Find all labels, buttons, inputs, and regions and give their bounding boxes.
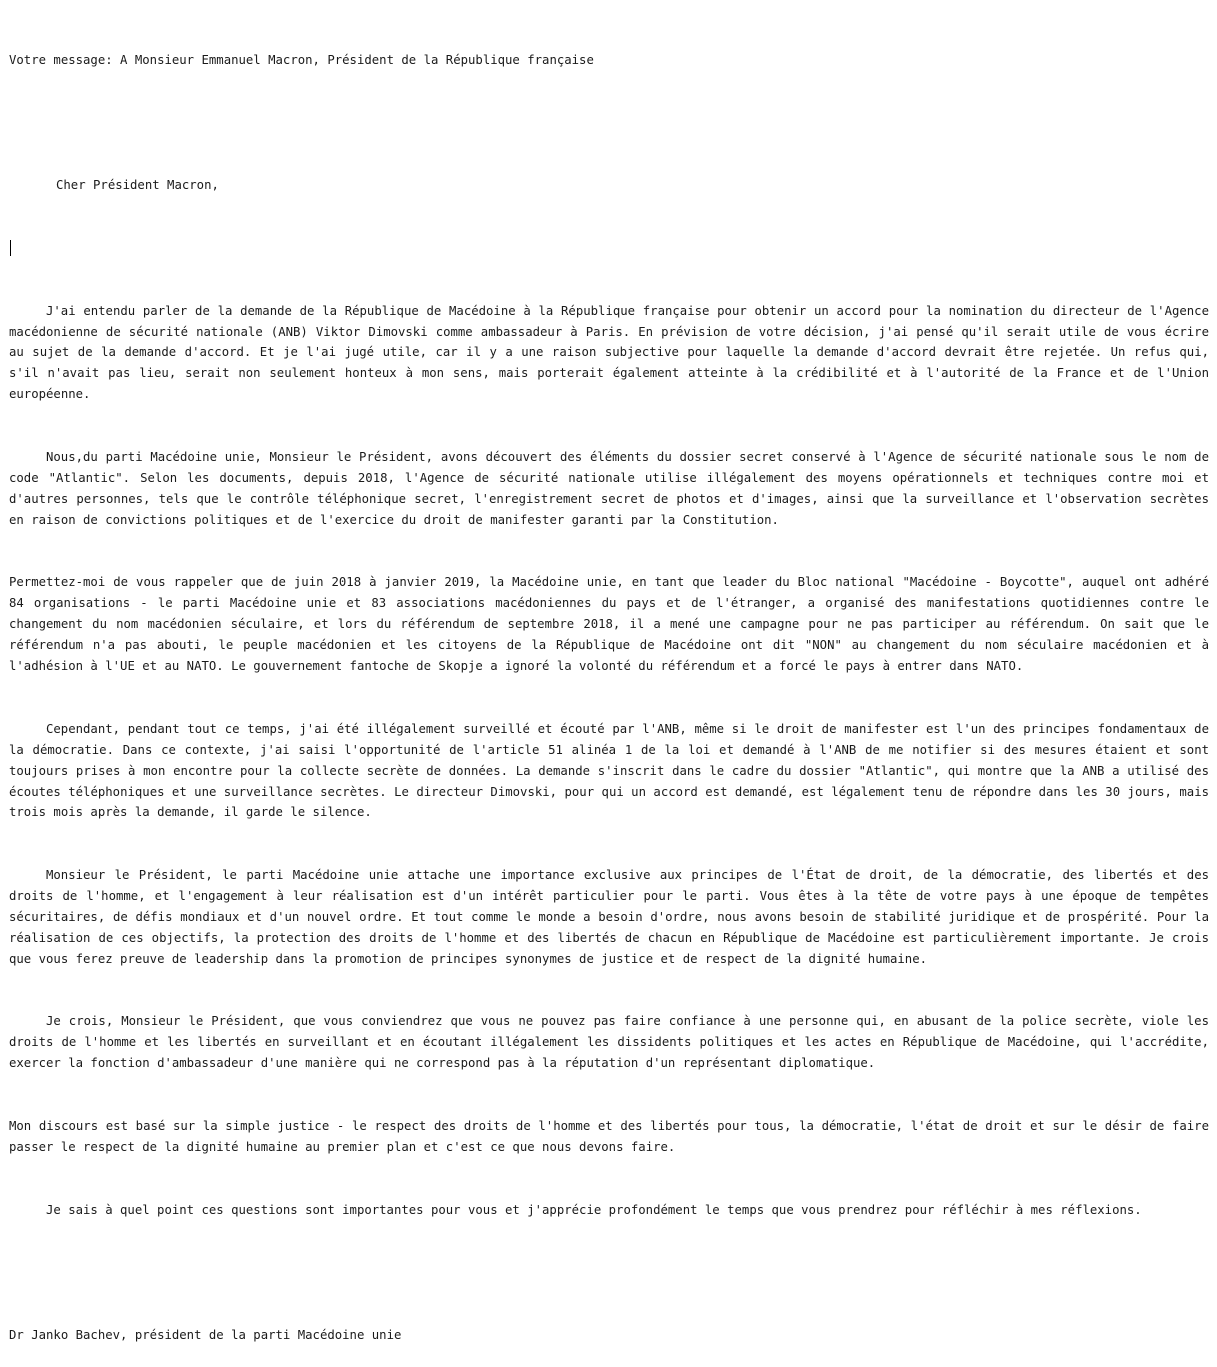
paragraph-5: Monsieur le Président, le parti Macédoine unie attache une importance exclusive aux principes de l'État de droit, de la démocratie, des libertés et des droits de l'homme, et l'engagement à leur réalisation est d'un intérêt particulier pour le parti. Vous êtes à la tête de votre pays à une époque de tempêtes sécuritaires, de défis mondiaux et d'un nouvel ordre. Et tout comme le monde a besoin d'ordre, nous avons besoin de stabilité juridique et de prospérité. Pour la réalisation de ces objectifs, la protection des droits de l'homme et des libertés de chacun en République de Macédoine est particulièrement importante. Je crois que vous ferez preuve de leadership dans la promotion de principes synonymes de justice et de respect de la dignité humaine. <box>9 868 1217 966</box>
paragraph-4: Cependant, pendant tout ce temps, j'ai été illégalement surveillé et écouté par l'ANB, même si le droit de manifester est l'un des principes fondamentaux de la démocratie. Dans ce contexte, j'ai saisi l'opportunité de l'article 51 alinéa 1 de la loi et demandé à l'ANB de me notifier si des mesures étaient et sont toujours prises à mon encontre pour la collecte secrète de données. La demande s'inscrit dans le cadre du dossier "Atlantic", qui montre que la ANB a utilisé des écoutes téléphoniques et une surveillance secrètes. Le directeur Dimovski, pour qui un accord est demandé, est légalement tenu de répondre dans les 30 jours, mais trois mois après la demande, il garde le silence. <box>9 721 1217 820</box>
blank-line <box>9 1262 1209 1283</box>
paragraph-6: Je crois, Monsieur le Président, que vous conviendrez que vous ne pouvez pas faire confiance à une personne qui, en abusant de la police secrète, viole les droits de l'homme et les libertés en surveillant et en écoutant illégalement les dissidents politiques et les actes en République de Macédoine, qui l'accrédite, exercer la fonction d'ambassadeur d'une manière qui ne correspond pas à la réputation d'un représentant diplomatique. <box>9 1014 1217 1071</box>
salutation: Cher Président Macron, <box>56 178 219 193</box>
paragraph-2: Nous,du parti Macédoine unie, Monsieur le Président, avons découvert des éléments du dossier secret conservé à l'Agence de sécurité nationale sous le nom de code "Atlantic". Selon les documents, depuis 2018, l'Agence de sécurité nationale utilise illégalement des moyens opérationnels et techniques contre moi et d'autres personnes, tels que le contrôle téléphonique secret, l'enregistrement secret de photos et d'images, ainsi que la surveillance et l'observation secrètes en raison de convictions politiques et de l'exercice du droit de manifester garanti par la Constitution. <box>9 450 1217 527</box>
signature: Dr Janko Bachev, président de la parti Macédoine unie <box>9 1328 402 1343</box>
text-cursor-line[interactable] <box>9 238 1209 259</box>
paragraph-1: J'ai entendu parler de la demande de la République de Macédoine à la République française pour obtenir un accord pour la nomination du directeur de l'Agence macédonienne de sécurité nationale (ANB) Viktor Dimovski comme ambassadeur à Paris. En prévision de votre décision, j'ai pensé qu'il serait utile de vous écrire au sujet de la demande d'accord. Et je l'ai jugé utile, car il y a une raison subjective pour laquelle la demande d'accord devrait être rejetée. Un refus qui, s'il n'avait pas lieu, serait non seulement honteux à mon sens, mais porterait également atteinte à la crédibilité et à l'autorité de la France et de l'Union européenne. <box>9 303 1217 402</box>
paragraph-3: Permettez-moi de vous rappeler que de juin 2018 à janvier 2019, la Macédoine unie, en tant que leader du Bloc national "Macédoine - Boycotte", auquel ont adhéré 84 organisations - le parti Macédoine unie et 83 associations macédoniennes du pays et de l'étranger, a organisé des manifestations quotidiennes contre le changement du nom macédonien séculaire, et lors du référendum de septembre 2018, il a mené une campagne pour ne pas participer au référendum. On sait que le référendum n'a pas abouti, le peuple macédonien et les citoyens de la République de Macédoine ont dit "NON" au changement du nom séculaire macédonien et à l'adhésion à l'UE et au NATO. Le gouvernement fantoche de Skopje a ignoré la volonté du référendum et a forcé le pays à entrer dans NATO. <box>9 575 1217 674</box>
subject-line: Votre message: A Monsieur Emmanuel Macron, Président de la République française <box>9 52 594 67</box>
text-caret <box>10 240 11 256</box>
blank-line <box>9 113 1209 134</box>
paragraph-8: Je sais à quel point ces questions sont importantes pour vous et j'apprécie profondément le temps que vous prendrez pour réfléchir à mes réflexions. <box>46 1202 1142 1217</box>
paragraph-7: Mon discours est basé sur la simple justice - le respect des droits de l'homme et des libertés pour tous, la démocratie, l'état de droit et sur le désir de faire passer le respect de la dignité humaine au premier plan et c'est ce que nous devons faire. <box>9 1119 1217 1154</box>
